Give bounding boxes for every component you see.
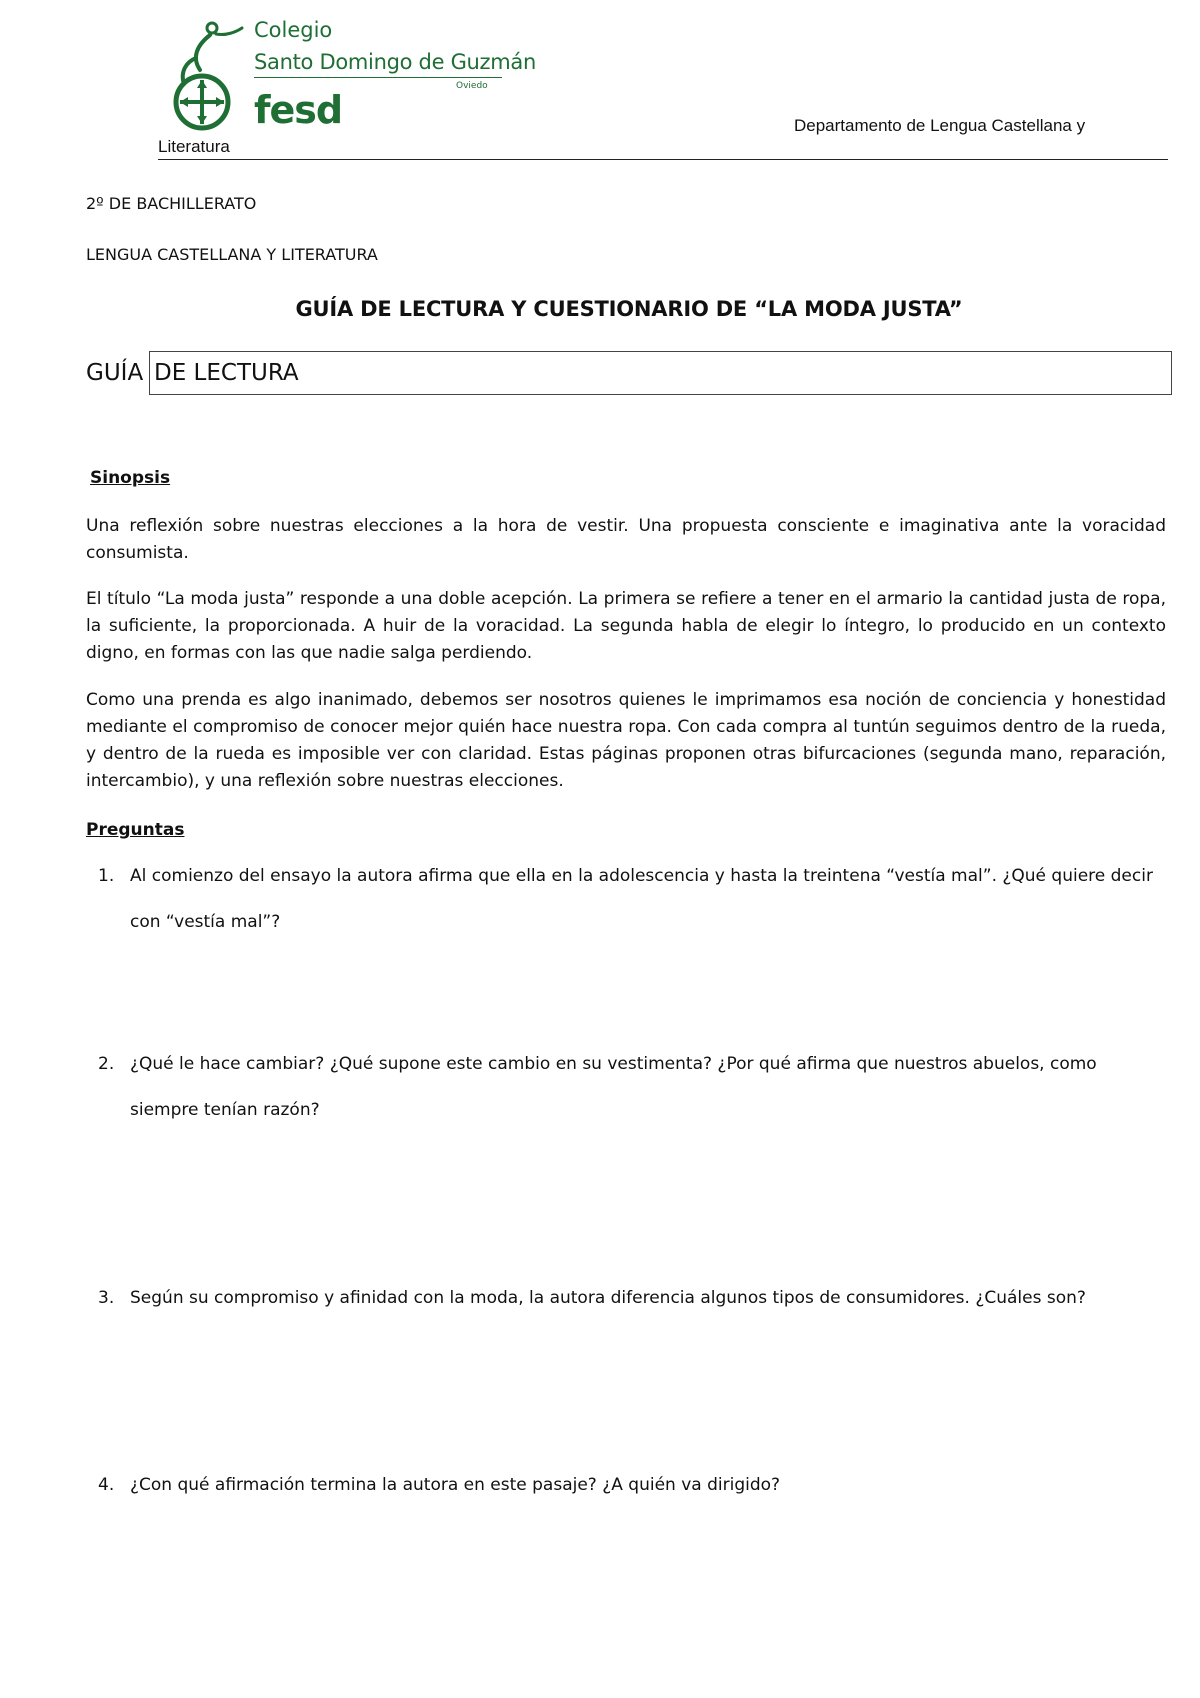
question-number: 2.	[98, 1054, 115, 1074]
question-number: 1.	[98, 866, 115, 886]
logo-school-name: Santo Domingo de Guzmán	[254, 50, 537, 74]
logo-school-type: Colegio	[254, 18, 333, 42]
department-text: Departamento de Lengua Castellana y	[794, 116, 1086, 135]
logo-city: Oviedo	[456, 81, 488, 91]
synopsis-paragraph: Como una prenda es algo inanimado, debemos ser nosotros quienes le imprimamos esa noción de conciencia y honestidad mediante el compromiso de conocer mejor quién hace nuestra ropa. Con cada compra al tuntún seguimos dentro de la rueda, y dentro de la rueda es imposible ver con claridad. Estas páginas proponen otras bifurcaciones (segunda mano, reparación, intercambio), y una reflexión sobre nuestras elecciones.	[86, 690, 1166, 791]
school-logo	[166, 18, 537, 134]
synopsis-heading: Sinopsis	[90, 468, 171, 488]
header-divider	[158, 159, 1168, 160]
question-text: ¿Con qué afirmación termina la autora en este pasaje? ¿A quién va dirigido?	[130, 1475, 781, 1495]
department-text-continued: Literatura	[158, 137, 230, 156]
question-text: Al comienzo del ensayo la autora afirma que ella en la adolescencia y hasta la treintena “vestía mal”. ¿Qué quiere decir con “vestía mal”?	[130, 866, 1153, 932]
logo-acronym: fesd	[254, 88, 343, 132]
course-level: 2º DE BACHILLERATO	[86, 194, 257, 213]
synopsis-paragraph: El título “La moda justa” responde a una doble acepción. La primera se refiere a tener en el armario la cantidad justa de ropa, la suficiente, la proporcionada. A huir de la voracidad. La segunda habla de elegir lo íntegro, lo producido en un contexto digno, en formas con las que nadie salga perdiendo.	[86, 589, 1166, 663]
section-heading-box	[149, 351, 1172, 395]
document-title: GUÍA DE LECTURA Y CUESTIONARIO DE “LA MODA JUSTA”	[295, 297, 963, 321]
course-subject: LENGUA CASTELLANA Y LITERATURA	[86, 245, 378, 264]
questions-heading: Preguntas	[86, 820, 185, 840]
fesd-emblem-icon	[166, 18, 252, 134]
logo-divider	[254, 77, 502, 78]
section-heading-left: GUÍA	[86, 360, 144, 386]
question-text: Según su compromiso y afinidad con la moda, la autora diferencia algunos tipos de consumidores. ¿Cuáles son?	[130, 1288, 1086, 1308]
question-number: 4.	[98, 1475, 115, 1495]
synopsis-paragraph: Una reflexión sobre nuestras elecciones a la hora de vestir. Una propuesta consciente e imaginativa ante la voracidad consumista.	[86, 516, 1166, 563]
question-number: 3.	[98, 1288, 115, 1308]
section-heading-right: DE LECTURA	[154, 360, 299, 386]
question-text: ¿Qué le hace cambiar? ¿Qué supone este cambio en su vestimenta? ¿Por qué afirma que nuestros abuelos, como siempre tenían razón?	[130, 1054, 1097, 1120]
